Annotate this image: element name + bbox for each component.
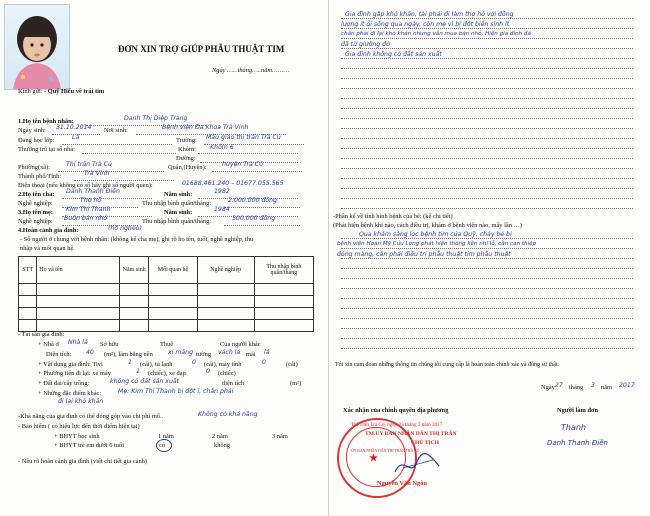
vehicle-unit: (chiếc) bbox=[218, 370, 236, 377]
stamp-date: Thị Trấn Trà Cú, ngày 23 tháng 3 năm 2017 bbox=[351, 422, 443, 428]
table-cell bbox=[37, 308, 120, 320]
table-cell bbox=[19, 308, 37, 320]
table-cell bbox=[197, 320, 254, 332]
signoff-month: 3 bbox=[591, 382, 595, 389]
table-cell bbox=[149, 308, 197, 320]
ruled-line bbox=[341, 58, 633, 59]
narrative-line: chân phải đi lại khó khăn nhưng vẫn mua bán nhỏ. Hiện gia đình đã bbox=[341, 31, 531, 37]
narrative-line: Gia đình gặp khó khăn, tài phải đi làm thợ hồ với đồng bbox=[345, 11, 514, 18]
bhyt-child-label: + BHYT trẻ em dưới 6 tuổi bbox=[54, 442, 124, 449]
roof-value: lá bbox=[264, 349, 270, 356]
stamp-role: CHỦ TỊCH bbox=[411, 440, 440, 446]
insurance-one-year: 1 năm bbox=[158, 433, 174, 440]
ruled-line bbox=[341, 348, 633, 349]
table-row bbox=[19, 320, 314, 332]
table-header-cell: Năm sinh bbox=[120, 257, 149, 284]
items-unit: (cái) bbox=[286, 361, 298, 368]
table-cell bbox=[37, 296, 120, 308]
table-cell bbox=[120, 284, 149, 296]
bicycle-label: (chiếc), xe đạp bbox=[148, 370, 186, 377]
table-cell bbox=[37, 320, 120, 332]
table-cell bbox=[19, 320, 37, 332]
father-label: 2.Họ tên cha: bbox=[18, 191, 55, 198]
ward-line bbox=[58, 171, 164, 172]
bhyt-student-label: + BHYT học sinh bbox=[54, 433, 100, 440]
vehicle-label: + Phương tiện đi lại: xe máy bbox=[38, 370, 111, 377]
table-cell bbox=[120, 308, 149, 320]
signoff-month-label: tháng bbox=[569, 384, 584, 391]
floor-value: xi măng bbox=[168, 349, 194, 356]
wall-value: vách lá bbox=[218, 349, 241, 356]
birthplace-label: Nơi sinh: bbox=[104, 127, 128, 134]
ruled-line bbox=[341, 138, 633, 139]
table-row bbox=[19, 296, 314, 308]
province-label: Thành phố/Tỉnh: bbox=[18, 173, 62, 180]
patient-name: Danh Thị Diệp Trang bbox=[124, 115, 188, 122]
assets-title: - Tài sản gia đình: bbox=[18, 331, 65, 338]
table-cell bbox=[197, 296, 254, 308]
other-owner-label: Của người khác bbox=[220, 341, 261, 348]
table-header-cell: Họ và tên bbox=[37, 257, 120, 284]
province-line bbox=[74, 180, 174, 181]
ruled-line bbox=[341, 268, 633, 269]
narrative-line: lương ít ỏi sống qua ngày, còn mẹ vì bị đột biến sinh ít bbox=[341, 21, 510, 28]
house-label: + Nhà ở bbox=[38, 341, 59, 348]
mother-income-line bbox=[224, 225, 300, 226]
ruled-line bbox=[341, 188, 633, 189]
table-cell bbox=[149, 320, 197, 332]
official-signature bbox=[393, 452, 443, 478]
area-label: Diện tích: bbox=[46, 351, 72, 358]
table-cell bbox=[120, 320, 149, 332]
ruled-line bbox=[341, 288, 633, 289]
history-line: Qua khám sàng lọc bệnh tim của Quỹ, cháy bé bị bbox=[359, 231, 512, 238]
bicycle-count: 0 bbox=[206, 368, 210, 375]
tv-count: 1 bbox=[128, 359, 132, 366]
father-birth-year-label: Năm sinh: bbox=[164, 191, 193, 198]
table-cell bbox=[149, 284, 197, 296]
mother-name: Kim Thị Thanh bbox=[66, 206, 111, 213]
applicant-signature: Thanh bbox=[561, 423, 586, 432]
ruled-line bbox=[341, 18, 633, 19]
fridge-label: (cái), tủ lạnh bbox=[140, 361, 173, 368]
grade-value: Lá bbox=[72, 134, 80, 141]
table-cell bbox=[120, 296, 149, 308]
owned-label: Sở hữu bbox=[100, 341, 119, 348]
district-label: Quận,(Huyện): bbox=[168, 164, 207, 171]
phone-value: 01688.461.240 – 01677.055.565 bbox=[182, 180, 284, 187]
ruled-line bbox=[341, 158, 633, 159]
table-cell bbox=[149, 296, 197, 308]
insurance-no: không bbox=[214, 442, 230, 449]
roof-label: mái bbox=[246, 351, 256, 358]
commitment-statement: Tôi xin cam đoan những thông tin chúng tôi cung cấp là hoàn toàn chính xác và đúng sự thật. bbox=[335, 362, 560, 368]
mother-birth-year-label: Năm sinh: bbox=[164, 209, 193, 216]
form-title: ĐƠN XIN TRỢ GIÚP PHẪU THUẬT TIM bbox=[118, 44, 285, 54]
other-notes-line-1: Mẹ: Kim Thị Thanh bị đột ỉ, chân phải bbox=[118, 388, 234, 395]
mother-label: 3.Họ tên mẹ: bbox=[18, 209, 53, 216]
family-detail-prompt: - Nêu rõ hoàn cảnh gia đình (viết chi tiết gia cảnh) bbox=[18, 458, 148, 465]
grade-line bbox=[62, 144, 172, 145]
ruled-line bbox=[341, 178, 633, 179]
signoff-year: 2017 bbox=[619, 382, 635, 389]
insurance-two-years: 2 năm bbox=[212, 433, 228, 440]
ruled-line bbox=[341, 28, 633, 29]
father-income: 2.000.000 đồng bbox=[228, 197, 278, 204]
wall-label: tường bbox=[196, 351, 212, 358]
patient-photo bbox=[4, 4, 70, 90]
table-cell bbox=[197, 284, 254, 296]
father-income-label: Thu nhập bình quân/tháng: bbox=[142, 200, 212, 207]
insurance-circled-answer: có bbox=[159, 442, 166, 449]
school-label: Trường: bbox=[176, 137, 197, 144]
motorbike-count: 1 bbox=[136, 368, 140, 375]
mother-job: Buôn bán nhỏ bbox=[64, 215, 108, 222]
contribution-value: Không có khả năng bbox=[198, 411, 258, 418]
address-label: Thường trú tại số nhà: bbox=[18, 146, 75, 153]
table-header-cell: Mối quan hệ bbox=[149, 257, 197, 284]
father-job: Thợ hồ bbox=[80, 197, 102, 204]
fridge-count: 0 bbox=[192, 359, 196, 366]
father-job-label: Nghề nghiệp: bbox=[18, 200, 53, 207]
father-income-line bbox=[224, 207, 300, 208]
table-header-row bbox=[19, 257, 314, 284]
ruled-line bbox=[341, 298, 633, 299]
district-line bbox=[212, 171, 302, 172]
table-cell bbox=[254, 320, 313, 332]
ruled-line bbox=[341, 78, 633, 79]
seal-ring-text: ỦY BAN NHÂN DÂN THỊ TRẤN TRÀ CÚ bbox=[351, 449, 420, 453]
house-value: Nhà lá bbox=[68, 339, 88, 346]
ruled-line bbox=[341, 328, 633, 329]
ruled-line bbox=[341, 238, 633, 239]
household-members-table bbox=[18, 256, 314, 332]
ruled-line bbox=[341, 128, 633, 129]
ruled-line bbox=[341, 98, 633, 99]
ruled-line bbox=[341, 168, 633, 169]
members-prompt-line-1: - Số người ở chung với bệnh nhân: (không kể cha mẹ), ghi rõ họ tên, tuổi, nghề nghiệp, thu bbox=[20, 236, 254, 243]
computer-label: (cái), máy tính bbox=[204, 361, 242, 368]
family-section-title: 4.Hoàn cảnh gia đình: bbox=[18, 227, 79, 234]
addressee-value: - Quỹ Hiếu về trái tim bbox=[44, 88, 105, 95]
other-notes-line-2: đi lại khó khăn bbox=[58, 398, 104, 405]
dob-value: 31.10.2014 bbox=[56, 124, 92, 131]
table-header-cell: Nghề nghiệp bbox=[197, 257, 254, 284]
hamlet-label: Khóm: bbox=[178, 146, 196, 153]
patient-section-title: 1.Họ tên bệnh nhân: bbox=[18, 118, 74, 125]
authority-confirmation-label: Xác nhận của chính quyền địa phương bbox=[343, 407, 449, 414]
table-header-cell: STT bbox=[19, 257, 37, 284]
stamp-office: TM.ỦY BAN NHÂN DÂN THỊ TRẤN bbox=[365, 431, 457, 437]
computer-count: 0 bbox=[262, 359, 266, 366]
other-notes-label: + Những đặc điểm khác: bbox=[38, 390, 102, 397]
ruled-line bbox=[341, 108, 633, 109]
area-unit-label: (m²), làm bằng nền bbox=[104, 351, 153, 358]
ruled-line bbox=[341, 278, 633, 279]
father-name: Danh Thanh Điền bbox=[66, 188, 120, 195]
area-value: 40 bbox=[86, 349, 94, 356]
seal-star-icon: ★ bbox=[369, 453, 378, 464]
official-name: Nguyễn Văn Ngôn bbox=[377, 480, 427, 487]
table-cell bbox=[19, 284, 37, 296]
form-right-page bbox=[329, 0, 650, 516]
street-label: Đường: bbox=[176, 155, 196, 162]
form-date-line: Ngày ….. tháng…..năm……… bbox=[212, 67, 290, 74]
disease-history-subtitle: (Phát hiện bệnh khi nào, cách điều trị, khám ở bệnh viện nào, mấy lần …) bbox=[333, 222, 523, 229]
narrative-line: Gia đình không có đất sản xuất bbox=[345, 51, 442, 58]
hamlet-line bbox=[198, 153, 298, 154]
child-portrait-image bbox=[5, 5, 69, 89]
ruled-line bbox=[341, 118, 633, 119]
applicant-label: Người làm đơn bbox=[557, 407, 599, 414]
table-cell bbox=[254, 308, 313, 320]
disease-history-title: -Phần kế về tình hình bệnh của bé: (kể chi tiết) bbox=[333, 213, 453, 220]
history-line: bệnh viện Hoàn Mỹ Cửu Long phát hiện thông liên nhĩ lỗ, cần can thiệp bbox=[337, 241, 537, 247]
table-cell bbox=[254, 284, 313, 296]
signoff-day: 27 bbox=[555, 382, 563, 389]
applicant-name: Danh Thanh Điền bbox=[547, 439, 608, 447]
table-row bbox=[19, 308, 314, 320]
ruled-line bbox=[341, 38, 633, 39]
father-birth-year: 1982 bbox=[214, 188, 230, 195]
ruled-line bbox=[341, 68, 633, 69]
province-value: Trà Vinh bbox=[84, 170, 110, 177]
table-cell bbox=[19, 296, 37, 308]
household-items-label: + Vật dụng gia đình: Tivi bbox=[38, 361, 103, 368]
hamlet-value: Khóm 6 bbox=[210, 144, 234, 151]
address-line bbox=[82, 153, 176, 154]
mother-income: 500.000 đồng bbox=[232, 215, 276, 222]
mother-birth-year: 1984 bbox=[214, 206, 230, 213]
land-label: + Đất đai/cây trồng: bbox=[38, 380, 90, 387]
dob-label: Ngày sinh: bbox=[18, 127, 46, 134]
mother-income-label: Thu nhập bình quân/tháng: bbox=[142, 218, 212, 225]
ward-label: Phường(xã): bbox=[18, 164, 51, 171]
ruled-line bbox=[341, 318, 633, 319]
ruled-line bbox=[341, 148, 633, 149]
table-cell bbox=[197, 308, 254, 320]
rent-label: Thuê bbox=[160, 341, 174, 348]
land-area-label: diện tích bbox=[222, 380, 245, 387]
district-value: huyện Trà Cú bbox=[222, 161, 264, 168]
table-row bbox=[19, 284, 314, 296]
table-cell bbox=[37, 284, 120, 296]
school-value: Mẫu giáo thị trấn Trà Cú bbox=[206, 134, 281, 141]
addressee-label: Kính gửi: bbox=[18, 88, 43, 95]
mother-job-label: Nghề nghiệp: bbox=[18, 218, 53, 225]
signoff-date-prefix: Ngày bbox=[541, 384, 555, 391]
members-prompt-line-2: nhập và mối quan hệ. bbox=[20, 245, 75, 252]
ruled-line bbox=[341, 338, 633, 339]
table-header-cell: Thu nhập bình quân/tháng bbox=[254, 257, 313, 284]
ruled-line bbox=[341, 248, 633, 249]
contribution-label: -Khả năng của gia đình có thể đóng góp vào chi phí mổ.. bbox=[18, 413, 164, 420]
ruled-line bbox=[341, 198, 633, 199]
ruled-line bbox=[341, 48, 633, 49]
signoff-year-label: năm bbox=[601, 384, 613, 391]
ruled-line bbox=[341, 308, 633, 309]
insurance-three-years: 3 năm bbox=[272, 433, 288, 440]
ruled-line bbox=[341, 88, 633, 89]
grade-label: Đang học lớp: bbox=[18, 137, 55, 144]
ruled-line bbox=[341, 258, 633, 259]
ward-value: Thị trấn Trà Cú bbox=[66, 161, 112, 168]
ruled-line bbox=[341, 208, 633, 209]
land-area-unit: (m²) bbox=[290, 380, 302, 387]
table-cell bbox=[254, 296, 313, 308]
phone-label: Điện thoại (nếu không có số hãy ghi số người quen): bbox=[18, 182, 153, 189]
birthplace-value: Bệnh viện Đa Khoa Trà Vinh bbox=[162, 124, 249, 131]
insurance-coverage-label: - Bảo hiểm ( có hiệu lực đến thời điểm hiện tại) bbox=[18, 423, 140, 430]
history-line: đóng màng, cần phải điều trị phẫu thuật tim phẫu thuật bbox=[337, 251, 511, 258]
narrative-line: đã từ giường đó bbox=[341, 41, 390, 48]
family-section-note: (hộ nghèo) bbox=[108, 225, 142, 232]
father-name-line bbox=[62, 198, 152, 199]
land-value: không có đất sản xuất bbox=[110, 378, 180, 385]
